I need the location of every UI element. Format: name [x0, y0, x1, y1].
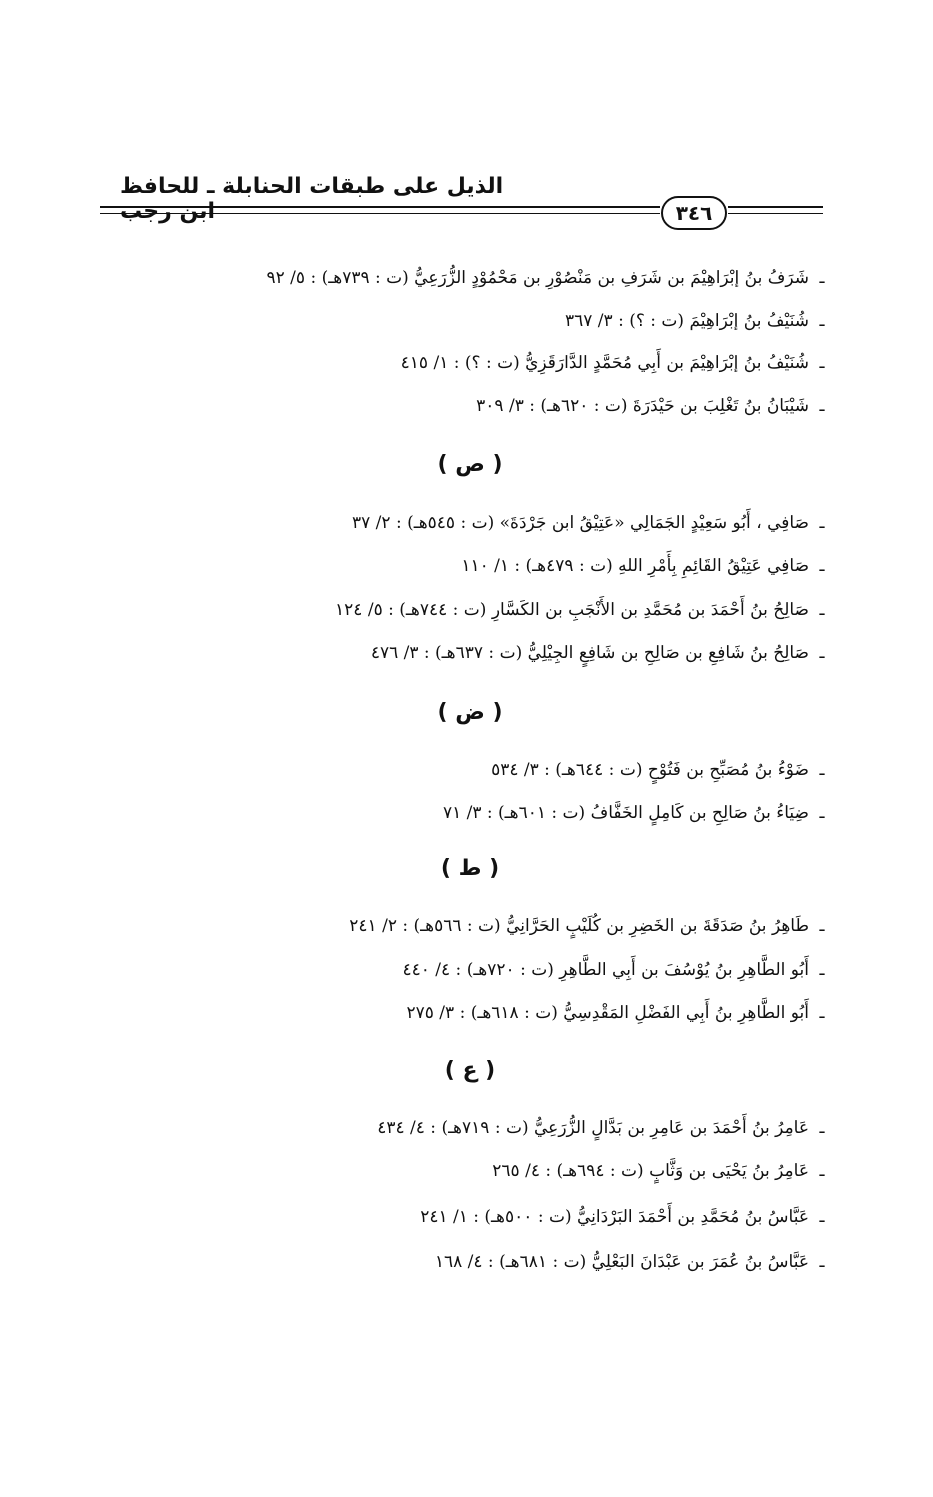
entry-dash: ـ [819, 1252, 825, 1272]
entry-dash: ـ [819, 803, 825, 823]
entry-text: شَيْبَانُ بنُ تَغْلِبَ بن حَيْدَرَةَ (ت : ٦٢٠هـ) : ٣/ ٣٠٩ [476, 396, 809, 416]
index-entry [371, 637, 835, 669]
index-entry [443, 797, 835, 829]
entry-dash: ـ [819, 396, 825, 416]
index-entry [401, 347, 835, 379]
entry-text: شُنَيْفُ بنُ إبْرَاهِيْمَ (ت : ؟) : ٣/ ٣٦٧ [564, 311, 809, 331]
section-letter-heading: ( ص ) [437, 452, 503, 477]
index-entry [335, 594, 835, 626]
header-rule-left [100, 206, 660, 208]
index-entry [476, 390, 835, 422]
index-entry [420, 1201, 835, 1233]
entry-text: عَبَّاسُ بنُ عُمَرَ بن عَبْدَانَ البَعْلِيُّ (ت : ٦٨١هـ) : ٤/ ١٦٨ [434, 1252, 809, 1272]
index-entry [402, 954, 835, 986]
entry-text: شَرَفُ بنُ إبْرَاهِيْمَ بن شَرَفِ بن مَنْصُوْرِ بن مَحْمُوْدٍ الزُّرَعِيُّ (ت : ٧٣٩هـ) : ٥/ ٩٢ [266, 268, 809, 288]
entry-dash: ـ [819, 1207, 825, 1227]
entry-dash: ـ [819, 268, 825, 288]
index-entry [352, 507, 835, 539]
entry-text: ضَوْءُ بنُ مُصَبِّحِ بن فَتُوْحٍ (ت : ٦٤٤هـ) : ٣/ ٥٣٤ [491, 760, 809, 780]
index-entry [267, 262, 835, 294]
entry-text: عَبَّاسُ بنُ مُحَمَّدِ بن أَحْمَدَ البَرْدَانِيُّ (ت : ٥٠٠هـ) : ١/ ٢٤١ [420, 1207, 809, 1227]
index-entry [491, 754, 835, 786]
index-entry [565, 305, 835, 337]
header-rule-left-thin [100, 213, 660, 214]
entry-text: عَامِرُ بنُ يَحْيَى بن وَثَّابٍ (ت : ٦٩٤هـ) : ٤/ ٢٦٥ [492, 1161, 809, 1181]
entry-dash: ـ [819, 556, 825, 576]
entry-text: أَبُو الطَّاهِرِ بنُ أَبِي الفَضْلِ المَقْدِسِيُّ (ت : ٦١٨هـ) : ٣/ ٢٧٥ [406, 1003, 809, 1023]
entry-dash: ـ [819, 513, 825, 533]
index-entry [377, 1112, 835, 1144]
header-rule-right [728, 206, 823, 208]
entry-dash: ـ [819, 960, 825, 980]
entry-dash: ـ [819, 1003, 825, 1023]
page-number: ٣٤٦ [661, 196, 727, 230]
entry-text: صَالِحُ بنُ شَافِعِ بن صَالِحِ بن شَافِعٍ الجِيْلِيُّ (ت : ٦٣٧هـ) : ٣/ ٤٧٦ [370, 643, 809, 663]
entry-text: طَاهِرُ بنُ صَدَقَةَ بن الخَضِرِ بن كُلَيْبٍ الحَرَّانِيُّ (ت : ٥٦٦هـ) : ٢/ ٢٤١ [349, 916, 809, 936]
index-entry [492, 1155, 835, 1187]
entry-dash: ـ [819, 643, 825, 663]
index-entry [461, 550, 835, 582]
entry-dash: ـ [819, 353, 825, 373]
index-entry [435, 1246, 835, 1278]
entry-text: صَافِي ، أَبُو سَعِيْدٍ الجَمَالِي «عَتِيْقُ ابن جَرْدَةَ» (ت : ٥٤٥هـ) : ٢/ ٣٧ [352, 513, 809, 533]
entry-dash: ـ [819, 916, 825, 936]
running-title: الذيل على طبقات الحنابلة ـ للحافظ ابن رجب [120, 174, 504, 224]
entry-text: أَبُو الطَّاهِرِ بنُ يُوْسُفَ بن أَبِي الطَّاهِرِ (ت : ٧٢٠هـ) : ٤/ ٤٤٠ [402, 960, 809, 980]
entry-text: صَالِحُ بنُ أَحْمَدَ بن مُحَمَّدِ بن الأَنْجَبِ بن الكَسَّارِ (ت : ٧٤٤هـ) : ٥/ ١٢٤ [335, 600, 809, 620]
section-letter-heading: ( ط ) [440, 856, 500, 881]
entry-text: صَافِي عَتِيْقُ القَائِمِ بِأَمْرِ اللهِ (ت : ٤٧٩هـ) : ١/ ١١٠ [461, 556, 809, 576]
entry-text: ضِيَاءُ بنُ صَالِحِ بن كَامِلٍ الخَفَّافُ (ت : ٦٠١هـ) : ٣/ ٧١ [442, 803, 809, 823]
section-letter-heading: ( ض ) [437, 700, 503, 725]
entry-dash: ـ [819, 1118, 825, 1138]
entry-dash: ـ [819, 1161, 825, 1181]
entry-text: شُنَيْفُ بنُ إبْرَاهِيْمَ بن أَبِي مُحَمَّدٍ الدَّارَقَزِيُّ (ت : ؟) : ١/ ٤١٥ [400, 353, 809, 373]
entry-text: عَامِرُ بنُ أَحْمَدَ بن عَامِرِ بن بَدَّالٍ الزُّرَعِيُّ (ت : ٧١٩هـ) : ٤/ ٤٣٤ [377, 1118, 809, 1138]
entry-dash: ـ [819, 760, 825, 780]
index-entry [406, 997, 835, 1029]
section-letter-heading: ( ع ) [444, 1058, 496, 1083]
index-entry [349, 910, 835, 942]
entry-dash: ـ [819, 600, 825, 620]
header-rule-right-thin [728, 213, 823, 214]
entry-dash: ـ [819, 311, 825, 331]
